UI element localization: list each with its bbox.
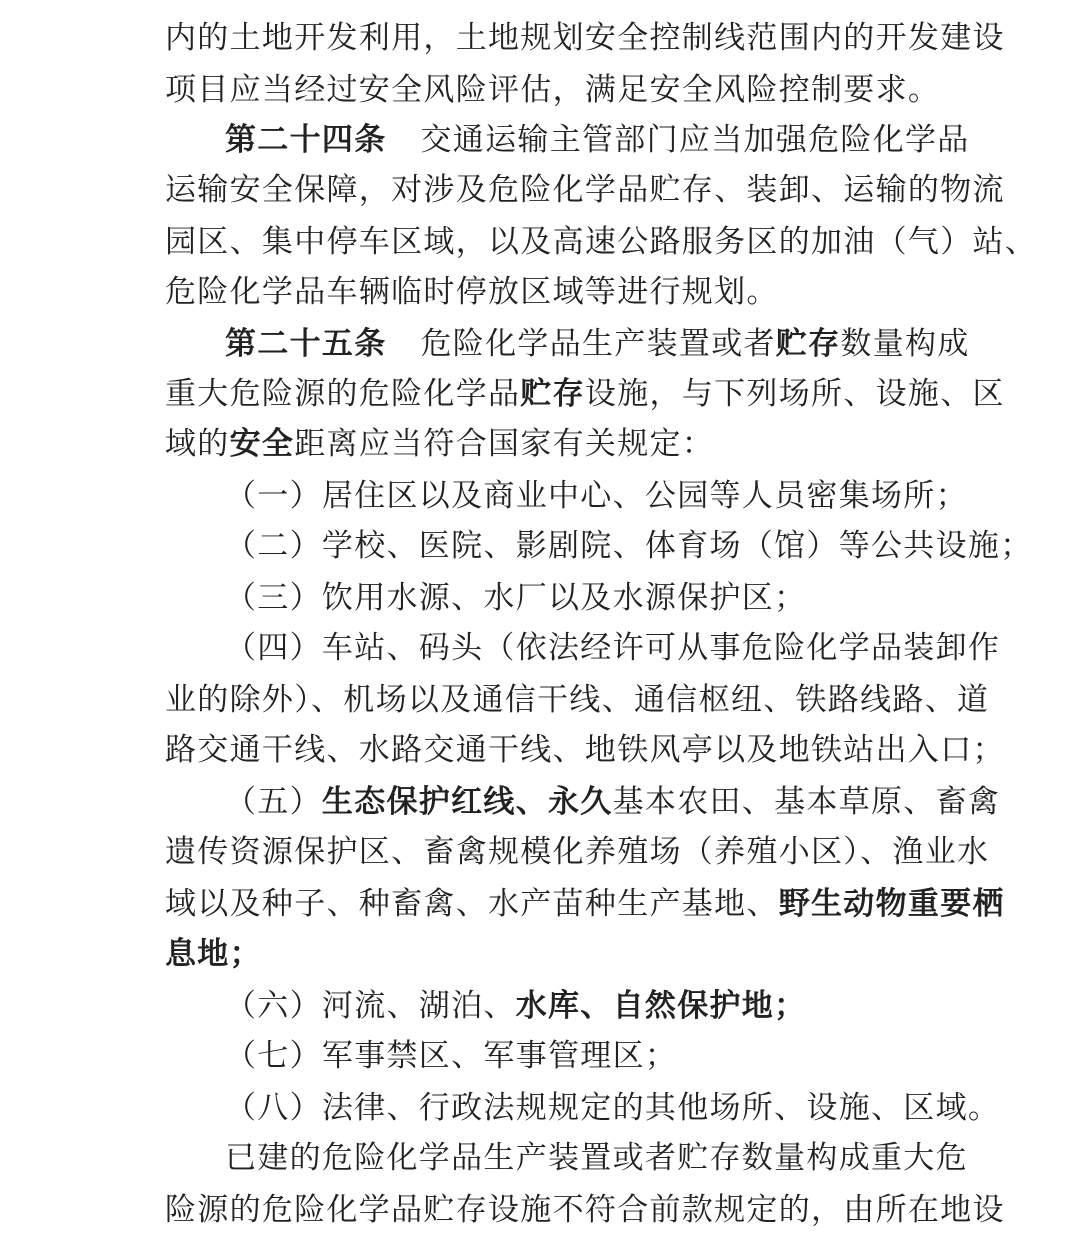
text-line: [165, 368, 1005, 420]
article-heading: 第二十五条: [225, 326, 387, 362]
text-line: [165, 674, 990, 726]
text-run: （三）饮用水源、水厂以及水源保护区；: [225, 580, 807, 616]
text-run: 危险化学品生产装置或者: [420, 326, 776, 362]
text-run: 距离应当符合国家有关规定：: [294, 426, 715, 462]
emphasis-run: 息地；: [165, 936, 262, 972]
text-run: 数量构成: [840, 326, 970, 362]
emphasis-run: 贮存: [775, 326, 841, 362]
text-run: 内的土地开发利用，土地规划安全控制线范围内的开发建设: [165, 20, 1005, 56]
paragraph-first-line: [225, 1132, 968, 1184]
text-run: 项目应当经过安全风险评估，满足安全风险控制要求。: [165, 72, 941, 108]
text-line: [165, 1184, 1005, 1236]
text-run: （四）车站、码头（依法经许可从事危险化学品装卸作: [225, 630, 1001, 666]
text-run: （八）法律、行政法规规定的其他场所、设施、区域。: [225, 1090, 1001, 1126]
text-line: [165, 266, 917, 318]
text-line: [165, 64, 941, 116]
article-24-first-line: [225, 114, 970, 166]
emphasis-run: 生态保护红线、永久: [321, 784, 613, 820]
text-run: 已建的危险化学品生产装置或者贮存数量构成重大危: [225, 1140, 968, 1176]
text-run: 路交通干线、水路交通干线、地铁风亭以及地铁站出入口；: [165, 732, 1005, 768]
text-line: [165, 216, 1038, 268]
text-run: （六）河流、湖泊、: [225, 988, 516, 1024]
text-line: [165, 878, 1005, 930]
article-heading: 第二十四条: [225, 122, 387, 158]
text-run: 域的: [165, 426, 230, 462]
list-item-4: [225, 622, 1001, 674]
text-line: [165, 928, 917, 980]
text-run: 重大危险源的危险化学品: [165, 376, 521, 412]
emphasis-run: 水库、自然保护地；: [515, 988, 807, 1024]
text-run: 基本农田、基本草原、畜禽: [612, 784, 1001, 820]
text-line: [165, 164, 1005, 216]
text-line: [165, 826, 990, 878]
list-item-8: [225, 1082, 1001, 1134]
emphasis-run: 安全: [229, 426, 295, 462]
text-run: 域以及种子、种畜禽、水产苗种生产基地、: [165, 886, 779, 922]
text-line: [165, 724, 1005, 776]
text-run: 业的除外）、机场以及通信干线、通信枢纽、铁路线路、道: [165, 682, 990, 718]
text-run: 运输安全保障，对涉及危险化学品贮存、装卸、运输的物流: [165, 172, 1005, 208]
text-run: 交通运输主管部门应当加强危险化学品: [420, 122, 970, 158]
list-item-7: [225, 1030, 917, 1082]
article-25-first-line: [225, 318, 970, 370]
emphasis-run: 贮存: [520, 376, 585, 412]
emphasis-run: 野生动物重要栖: [778, 886, 1005, 922]
text-run: 设施，与下列场所、设施、区: [584, 376, 1005, 412]
list-item-6: [225, 980, 917, 1032]
list-item-5: [225, 776, 1001, 828]
list-item-1: [225, 470, 968, 522]
text-line: [165, 418, 917, 470]
text-run: 园区、集中停车区域，以及高速公路服务区的加油（气）站、: [165, 224, 1038, 260]
text-run: 遗传资源保护区、畜禽规模化养殖场（养殖小区）、渔业水: [165, 834, 990, 870]
list-item-2: [225, 520, 1033, 572]
text-run: （七）军事禁区、军事管理区；: [225, 1038, 678, 1074]
text-run: 险源的危险化学品贮存设施不符合前款规定的，由所在地设: [165, 1192, 1005, 1228]
text-line: [165, 12, 1005, 64]
text-run: 危险化学品车辆临时停放区域等进行规划。: [165, 274, 779, 310]
text-run: （五）: [225, 784, 322, 820]
text-run: （二）学校、医院、影剧院、体育场（馆）等公共设施；: [225, 528, 1033, 564]
list-item-3: [225, 572, 917, 624]
text-run: （一）居住区以及商业中心、公园等人员密集场所；: [225, 478, 968, 514]
